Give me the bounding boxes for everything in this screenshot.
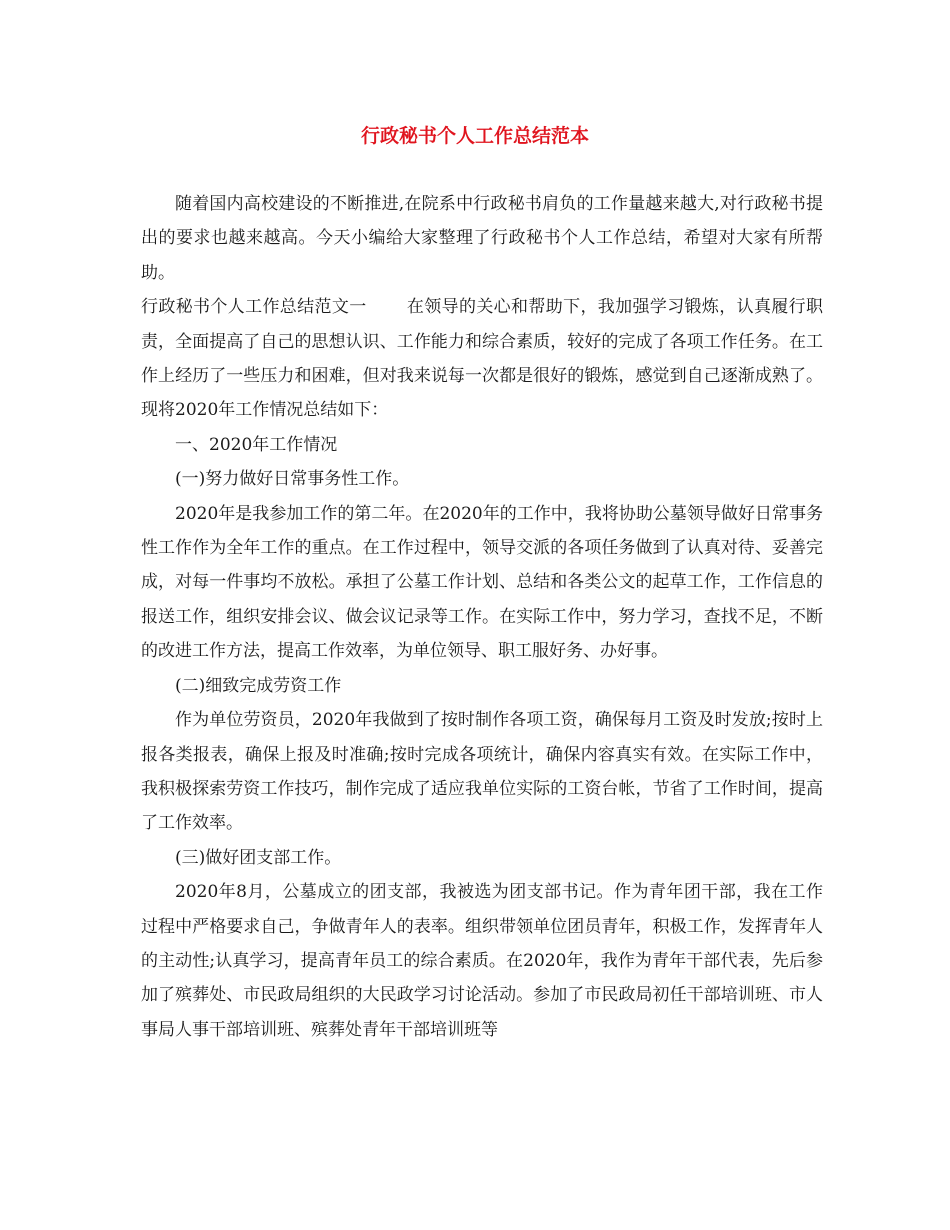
sub-heading-3: (三)做好团支部工作。 <box>175 847 342 868</box>
section-heading-1: 一、2020年工作情况 <box>175 434 338 455</box>
sub-heading-1: (一)努力做好日常事务性工作。 <box>175 469 410 490</box>
sample-paragraph <box>141 290 823 428</box>
paragraph-1: 2020年是我参加工作的第二年。在2020年的工作中，我将协助公墓领导做好日常事务性工作作为全年工作的重点。在工作过程中，领导交派的各项任务做到了认真对待、妥善完成，对每一件事均不放松。承担了公墓工作计划、总结和各类公文的起草工作，工作信息的报送工作，组织安排会议、做会议记录等工作。在实际工作中，努力学习，查找不足，不断的改进工作方法，提高工作效率，为单位领导、职工服好务、办好事。 <box>141 503 823 662</box>
intro-paragraph: 随着国内高校建设的不断推进,在院系中行政秘书肩负的工作量越来越大,对行政秘书提出的要求也越来越高。今天小编给大家整理了行政秘书个人工作总结，希望对大家有所帮助。 <box>141 194 823 283</box>
sub-heading-2: (二)细致完成劳资工作 <box>175 675 342 696</box>
document-body <box>141 187 823 1047</box>
sample-heading: 行政秘书个人工作总结范文一 <box>141 297 367 318</box>
paragraph-3: 2020年8月，公墓成立的团支部，我被选为团支部书记。作为青年团干部，我在工作过程中严格要求自己，争做青年人的表率。组织带领单位团员青年，积极工作，发挥青年人的主动性;认真学习，提高青年员工的综合素质。在2020年，我作为青年干部代表，先后参加了殡葬处、市民政局组织的大民政学习讨论活动。参加了市民政局初任干部培训班、市人事局人事干部培训班、殡葬处青年干部培训班等 <box>141 882 823 1040</box>
document-title: 行政秘书个人工作总结范本 <box>360 125 589 147</box>
paragraph-2: 作为单位劳资员，2020年我做到了按时制作各项工资，确保每月工资及时发放;按时上报各类报表，确保上报及时准确;按时完成各项统计，确保内容真实有效。在实际工作中，我积极探索劳资工作技巧，制作完成了适应我单位实际的工资台帐，节省了工作时间，提高了工作效率。 <box>141 710 823 834</box>
sample-intro: 在领导的关心和帮助下，我加强学习锻炼，认真履行职责，全面提高了自己的思想认识、工作能力和综合素质，较好的完成了各项工作任务。在工作上经历了一些压力和困难，但对我来说每一次都是很好的锻炼，感觉到自己逐渐成熟了。现将2020年工作情况总结如下： <box>141 297 824 421</box>
